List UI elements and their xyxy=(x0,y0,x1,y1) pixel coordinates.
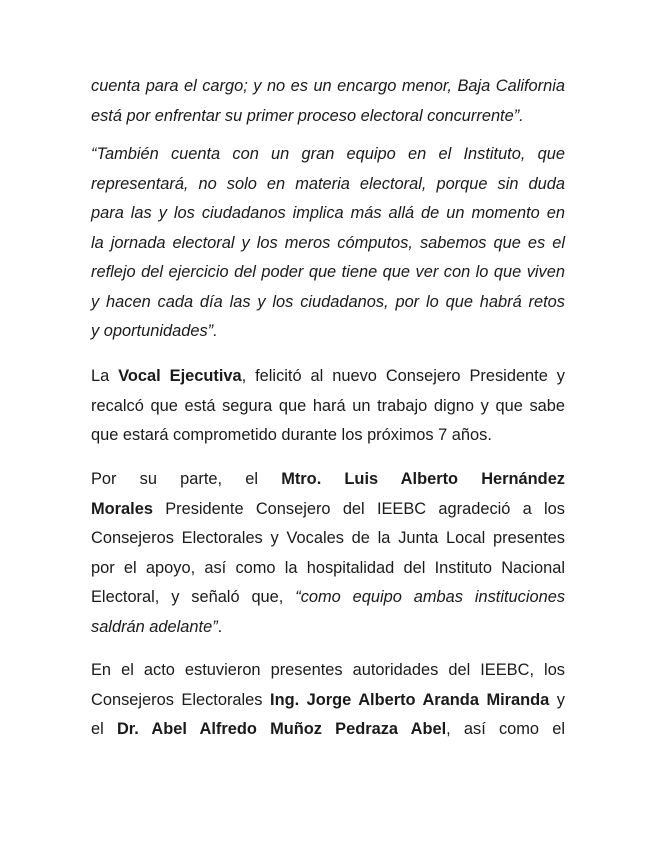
text-line: Consejeros Electorales y Vocales de la Junta Local presentes xyxy=(91,529,565,547)
text-line xyxy=(91,362,565,392)
text-line: para las y los ciudadanos implica más allá de un momento en xyxy=(91,204,565,222)
text-run: . xyxy=(217,617,223,636)
text-line xyxy=(91,583,565,613)
text-line: y hacen cada día las y los ciudadanos, por lo que habrá retos xyxy=(91,292,565,311)
text-line: la jornada electoral y los meros cómputos, sabemos que es el xyxy=(91,233,565,252)
bold-name: Ing. Jorge Alberto Aranda Miranda xyxy=(270,690,550,709)
bold-name: Vocal Ejecutiva xyxy=(118,367,242,385)
text-run: y xyxy=(549,690,565,709)
text-line xyxy=(91,613,565,643)
text-run: La xyxy=(91,367,119,385)
text-line: reflejo del ejercicio del poder que tiene que ver con lo que viven xyxy=(91,263,565,281)
bold-name: Mtro. Luis Alberto Hernández xyxy=(281,470,566,488)
text-line xyxy=(91,715,565,745)
quote-run: saldrán adelante” xyxy=(91,617,218,636)
text-line: cuenta para el cargo; y no es un encargo menor, Baja California xyxy=(91,77,565,95)
text-run: Por su parte, el xyxy=(91,470,282,488)
text-line xyxy=(91,465,565,495)
text-line xyxy=(91,686,565,716)
bold-name: Morales xyxy=(91,499,153,518)
quote-run: “como equipo ambas instituciones xyxy=(295,588,566,606)
text-line: y oportunidades”. xyxy=(91,322,218,340)
text-run: Electoral, y señaló que, xyxy=(91,588,296,606)
text-line: que estará comprometido durante los próximos 7 años. xyxy=(91,426,492,444)
paragraph-autoridades xyxy=(91,656,565,745)
paragraph-presidente xyxy=(91,465,565,642)
text-line xyxy=(91,495,565,525)
bold-name: Dr. Abel Alfredo Muñoz Pedraza Abel xyxy=(116,720,447,738)
text-line: recalcó que está segura que hará un trabajo digno y que sabe xyxy=(91,396,565,415)
paragraph-vocal-ejecutiva xyxy=(91,362,565,451)
text-line: por el apoyo, así como la hospitalidad del Instituto Nacional xyxy=(91,558,565,577)
text-run: Consejeros Electorales xyxy=(91,690,271,709)
text-run: Presidente Consejero del IEEBC agradeció a los xyxy=(152,499,565,518)
text-run: , felicitó al nuevo Consejero Presidente y xyxy=(241,367,565,385)
text-run: el xyxy=(91,720,117,738)
text-line: “También cuenta con un gran equipo en el Instituto, que xyxy=(91,145,565,163)
paragraph-quote xyxy=(91,140,565,347)
text-run: , así como el xyxy=(446,720,566,738)
paragraph-quote-continuation xyxy=(91,72,565,131)
text-line: está por enfrentar su primer proceso electoral concurrente”. xyxy=(91,106,524,125)
text-line: En el acto estuvieron presentes autoridades del IEEBC, los xyxy=(91,661,565,679)
text-line: representará, no solo en materia electoral, porque sin duda xyxy=(91,174,565,193)
